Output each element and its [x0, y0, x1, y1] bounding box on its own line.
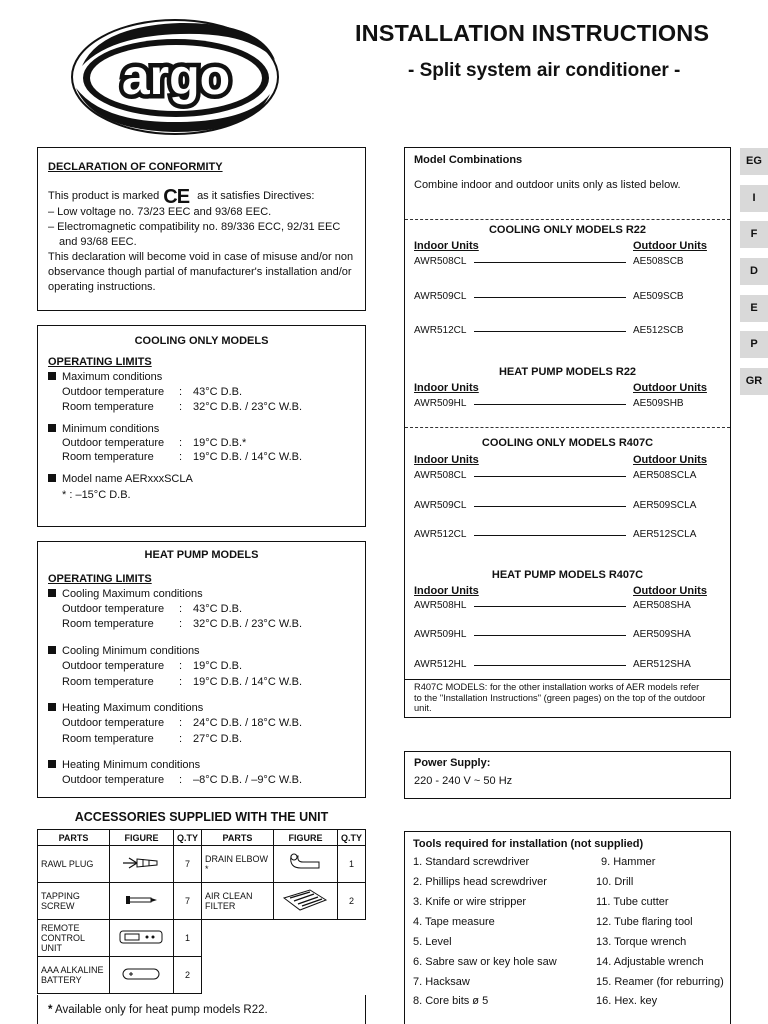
ce-mark-icon: CE [163, 186, 190, 208]
declaration-line: operating instructions. [48, 281, 156, 293]
page-title: INSTALLATION INSTRUCTIONS [355, 20, 710, 46]
note-star: * [48, 1004, 53, 1016]
column-header: Q.TY [337, 830, 365, 846]
tool-item: 13. Torque wrench [596, 936, 687, 948]
limit-row: Room temperature : 32°C D.B. / 23°C W.B. [62, 618, 303, 630]
footnote-line: unit. [414, 703, 432, 713]
cooling-models-box [37, 325, 366, 527]
r407c-footnote [414, 682, 705, 714]
accessories-title: ACCESSORIES SUPPLIED WITH THE UNIT [74, 810, 329, 824]
tool-item: 15. Reamer (for reburring) [596, 976, 724, 988]
limit-group-label: Heating Minimum conditions [48, 758, 200, 772]
column-header: PARTS [38, 830, 110, 846]
limit-row: Outdoor temperature : 43°C D.B. [62, 603, 243, 615]
declaration-text: as it satisfies Directives: [197, 190, 315, 202]
part-quantity: 1 [337, 846, 365, 883]
indoor-units-label: Indoor Units [414, 454, 479, 466]
table-header-row [38, 830, 366, 846]
model-pair-row: AWR508CL AER508SCLA [414, 470, 697, 481]
declaration-line: observance though partial of manufacturer's installation and/or [48, 266, 352, 278]
air-filter-icon [273, 883, 337, 920]
tool-item: 10. Drill [596, 876, 634, 888]
page-subtitle: - Split system air conditioner - [408, 60, 681, 81]
tool-item: 9. Hammer [601, 856, 656, 868]
limit-group-label: Cooling Minimum conditions [48, 644, 200, 658]
limit-row: Outdoor temperature : 43°C D.B. [62, 386, 243, 398]
limit-row: Outdoor temperature : –8°C D.B. / –9°C W.B. [62, 774, 303, 786]
limit-row: Outdoor temperature : 19°C D.B. [62, 660, 243, 672]
footnote-line: R407C MODELS: for the other installation works of AER models refer [414, 682, 700, 692]
model-pair-row: AWR512CL AER512SCLA [414, 529, 697, 540]
table-row [38, 883, 366, 920]
tab-language-p[interactable]: P [740, 331, 768, 358]
battery-icon [109, 957, 173, 994]
tab-language-i[interactable]: I [740, 185, 768, 212]
group-title: COOLING ONLY MODELS R22 [488, 224, 647, 236]
rawl-plug-icon [109, 846, 173, 883]
model-pair-row: AWR509CL AE509SCB [414, 291, 684, 302]
model-name: Model name AERxxxSCLA [48, 472, 193, 486]
outdoor-units-label: Outdoor Units [633, 585, 707, 597]
tool-item: 2. Phillips head screwdriver [413, 876, 547, 888]
part-name [201, 846, 273, 883]
limit-row: Room temperature : 27°C D.B. [62, 733, 243, 745]
operating-limits-heading: OPERATING LIMITS [48, 356, 152, 368]
model-pair-row: AWR509HL AER509SHA [414, 629, 691, 640]
limit-row: Room temperature : 32°C D.B. / 23°C W.B. [62, 401, 303, 413]
tool-item: 4. Tape measure [413, 916, 495, 928]
tab-language-gr[interactable]: GR [740, 368, 768, 395]
limit-row: Room temperature : 19°C D.B. / 14°C W.B. [62, 451, 303, 463]
part-name: AIR CLEAN FILTER [201, 883, 273, 920]
part-name: TAPPING SCREW [38, 883, 110, 920]
tab-language-f[interactable]: F [740, 221, 768, 248]
limit-row: Room temperature : 19°C D.B. / 14°C W.B. [62, 676, 303, 688]
empty-cell [201, 920, 365, 994]
power-supply-value: 220 - 240 V ~ 50 Hz [414, 775, 513, 787]
model-pair-row: AWR508HL AER508SHA [414, 600, 691, 611]
tool-item: 3. Knife or wire stripper [413, 896, 527, 908]
tab-language-d[interactable]: D [740, 258, 768, 285]
table-row [38, 920, 366, 957]
tool-item: 5. Level [413, 936, 452, 948]
section-divider [405, 219, 730, 220]
limit-group-label: Heating Maximum conditions [48, 701, 203, 715]
heat-pump-models-box [37, 541, 366, 798]
declaration-line: – Low voltage no. 73/23 EEC and 93/68 EEC. [48, 206, 272, 218]
remote-control-icon [109, 920, 173, 957]
tool-item: 7. Hacksaw [413, 976, 470, 988]
part-quantity: 7 [173, 846, 201, 883]
tools-heading: Tools required for installation (not supplied) [413, 838, 644, 850]
model-combinations-box [404, 147, 731, 718]
group-title: HEAT PUMP MODELS R407C [491, 569, 644, 581]
drain-elbow-icon [273, 846, 337, 883]
column-header: FIGURE [109, 830, 173, 846]
operating-limits-heading: OPERATING LIMITS [48, 573, 152, 585]
footnote-line: to the "Installation Instructions" (green pages) on the top of the outdoor [414, 692, 706, 703]
tool-item: 14. Adjustable wrench [596, 956, 704, 968]
note-text: Available only for heat pump models R22. [55, 1004, 268, 1016]
group-title: HEAT PUMP MODELS R22 [498, 366, 637, 378]
tool-item: 8. Core bits ø 5 [413, 995, 489, 1007]
part-name: AAA ALKALINE BATTERY [38, 957, 110, 994]
tab-language-e[interactable]: E [740, 295, 768, 322]
indoor-units-label: Indoor Units [414, 240, 479, 252]
declaration-box [37, 147, 366, 311]
part-quantity: 1 [173, 920, 201, 957]
part-quantity: 7 [173, 883, 201, 920]
model-pair-row: AWR512CL AE512SCB [414, 325, 684, 336]
logo-text: argo [121, 49, 231, 105]
argo-logo [70, 18, 280, 136]
outdoor-units-label: Outdoor Units [633, 454, 707, 466]
declaration-heading: DECLARATION OF CONFORMITY [48, 161, 223, 173]
model-combinations-intro: Combine indoor and outdoor units only as listed below. [414, 179, 681, 191]
accessories-table [37, 829, 366, 994]
tool-item: 12. Tube flaring tool [596, 916, 693, 928]
limit-group-label: Minimum conditions [48, 422, 159, 436]
column-header: Q.TY [173, 830, 201, 846]
heat-pump-models-heading: HEAT PUMP MODELS [144, 549, 259, 561]
column-header: PARTS [201, 830, 273, 846]
limit-group-label: Maximum conditions [48, 370, 162, 384]
limit-row: Outdoor temperature : 19°C D.B.* [62, 437, 247, 449]
declaration-line [48, 186, 355, 208]
part-name: RAWL PLUG [38, 846, 110, 883]
tool-item: 16. Hex. key [596, 995, 658, 1007]
model-pair-row: AWR509CL AER509SCLA [414, 500, 697, 511]
tool-item: 6. Sabre saw or key hole saw [413, 956, 557, 968]
logo-graphic [70, 18, 280, 136]
model-pair-row: AWR509HL AE509SHB [414, 398, 684, 409]
model-note: * : –15°C D.B. [62, 489, 131, 501]
part-quantity: 2 [337, 883, 365, 920]
part-label: DRAIN ELBOW [204, 854, 268, 864]
part-star: * [204, 864, 209, 874]
model-pair-row: AWR508CL AE508SCB [414, 256, 684, 267]
limit-row: Outdoor temperature : 24°C D.B. / 18°C W.B. [62, 717, 303, 729]
tools-box [404, 831, 731, 1024]
part-quantity: 2 [173, 957, 201, 994]
indoor-units-label: Indoor Units [414, 382, 479, 394]
declaration-line: – Electromagnetic compatibility no. 89/336 ECC, 92/31 EEC [48, 221, 341, 233]
section-divider [405, 427, 730, 428]
power-supply-box [404, 751, 731, 799]
model-combinations-heading: Model Combinations [414, 154, 523, 166]
power-supply-label: Power Supply: [414, 757, 491, 769]
column-header: FIGURE [273, 830, 337, 846]
part-name: REMOTE CONTROL UNIT [38, 920, 110, 957]
table-row [38, 846, 366, 883]
cooling-models-heading: COOLING ONLY MODELS [134, 335, 269, 347]
indoor-units-label: Indoor Units [414, 585, 479, 597]
declaration-text: This product is marked [48, 190, 160, 202]
screw-icon [109, 883, 173, 920]
accessories-note [37, 995, 366, 1024]
tool-item: 11. Tube cutter [596, 896, 669, 908]
declaration-line: This declaration will become void in case of misuse and/or non [48, 251, 354, 263]
tab-language-eg[interactable]: EG [740, 148, 768, 175]
limit-group-label: Cooling Maximum conditions [48, 587, 203, 601]
declaration-line: and 93/68 EEC. [59, 236, 137, 248]
outdoor-units-label: Outdoor Units [633, 382, 707, 394]
group-title: COOLING ONLY MODELS R407C [481, 437, 654, 449]
tool-item: 1. Standard screwdriver [413, 856, 530, 868]
footnote-divider [405, 679, 730, 680]
model-pair-row: AWR512HL AER512SHA [414, 659, 691, 670]
outdoor-units-label: Outdoor Units [633, 240, 707, 252]
